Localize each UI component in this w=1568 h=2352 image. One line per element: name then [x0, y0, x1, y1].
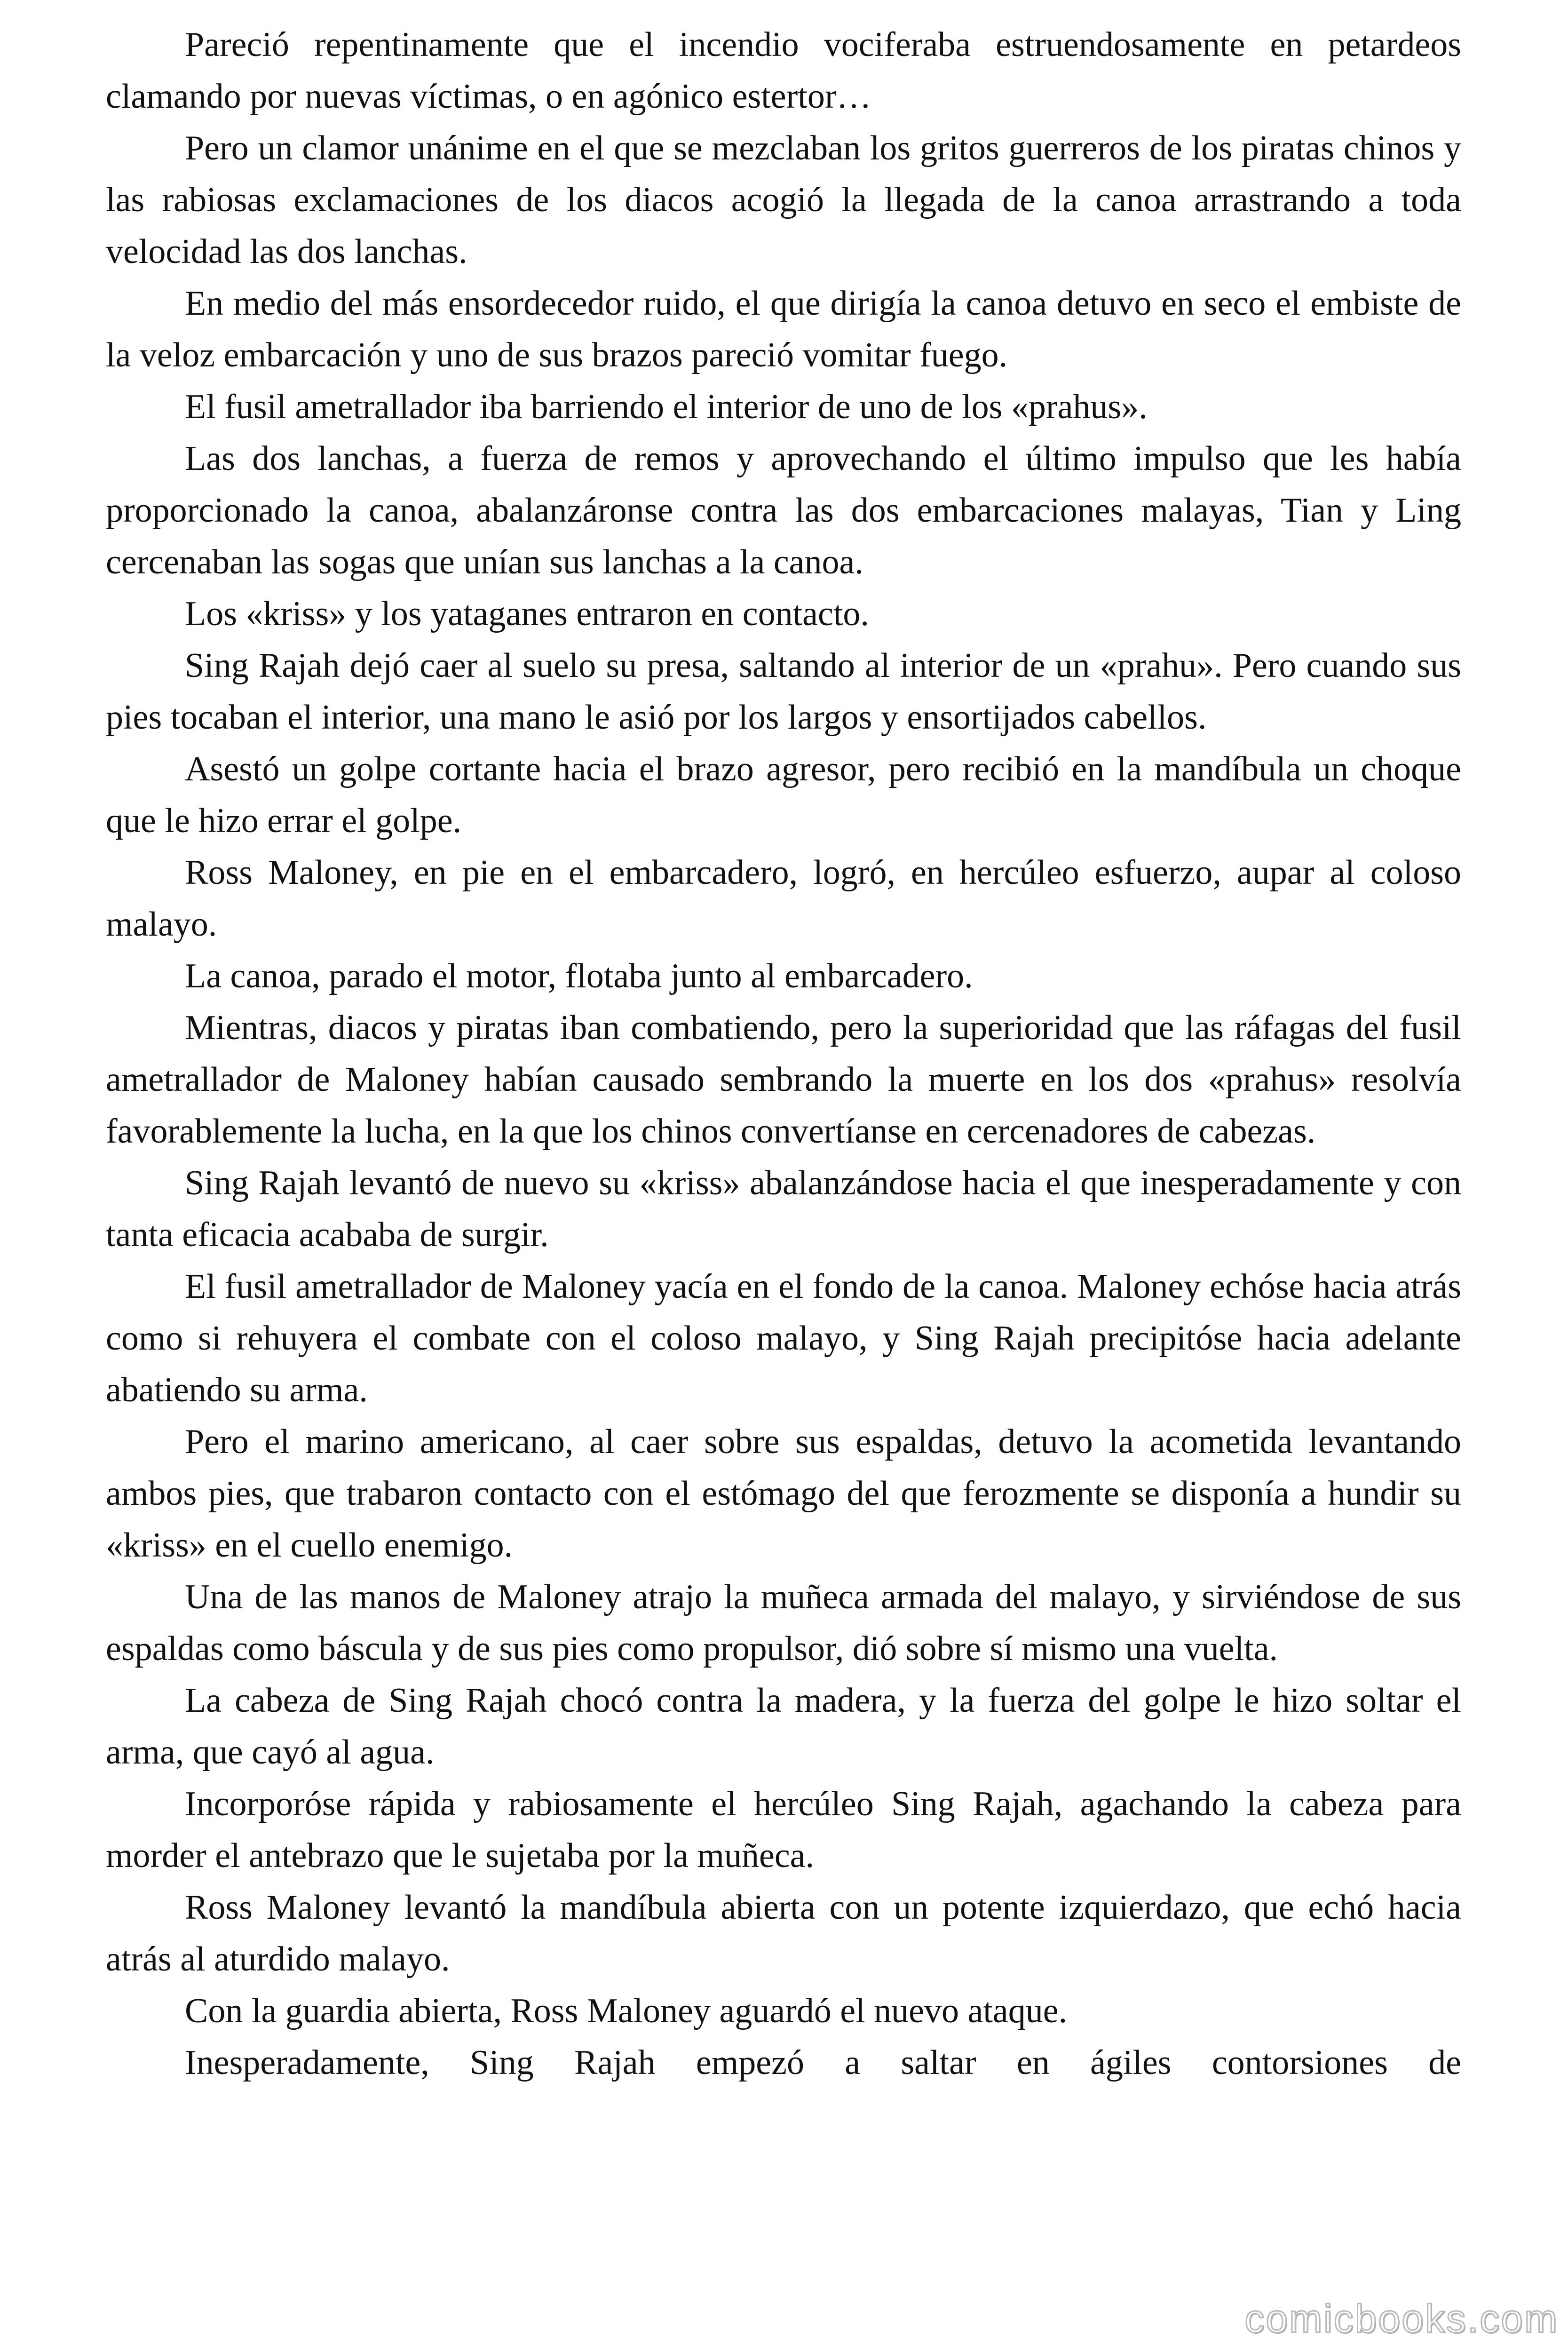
book-page: [106, 19, 1461, 2324]
paragraph: Incorporóse rápida y rabiosamente el hercúleo Sing Rajah, agachando la cabeza para morder el antebrazo que le sujetaba por la muñeca.: [106, 1785, 1461, 1875]
paragraph: Asestó un golpe cortante hacia el brazo agresor, pero recibió en la mandíbula un choque que le hizo errar el golpe.: [106, 750, 1461, 840]
paragraph: Una de las manos de Maloney atrajo la muñeca armada del malayo, y sirviéndose de sus espaldas como báscula y de sus pies como propulsor, dió sobre sí mismo una vuelta.: [106, 1578, 1461, 1668]
paragraph: La canoa, parado el motor, flotaba junto al embarcadero.: [185, 957, 973, 995]
paragraph: Mientras, diacos y piratas iban combatiendo, pero la superioridad que las ráfagas del fusil ametrallador de Maloney habían causado sembrando la muerte en los dos «prahus» resolvía favorablemente la lucha, en la que los chinos convertíanse en cercenadores de cabezas.: [106, 1009, 1461, 1151]
paragraph: Pareció repentinamente que el incendio vociferaba estruendosamente en petardeos clamando por nuevas víctimas, o en agónico estertor…: [106, 25, 1461, 116]
paragraph: Con la guardia abierta, Ross Maloney aguardó el nuevo ataque.: [185, 1992, 1068, 2030]
paragraph-continued: Inesperadamente, Sing Rajah empezó a saltar en ágiles contorsiones de: [185, 2043, 1461, 2082]
watermark-logo: comicbooks.com: [1244, 2296, 1559, 2341]
paragraph: Los «kriss» y los yataganes entraron en contacto.: [185, 595, 869, 633]
paragraph: En medio del más ensordecedor ruido, el que dirigía la canoa detuvo en seco el embiste de la veloz embarcación y uno de sus brazos pareció vomitar fuego.: [106, 284, 1461, 374]
paragraph: Sing Rajah dejó caer al suelo su presa, saltando al interior de un «prahu». Pero cuando sus pies tocaban el interior, una mano le asió por los largos y ensortijados cabellos.: [106, 646, 1461, 737]
paragraph: Ross Maloney levantó la mandíbula abierta con un potente izquierdazo, que echó hacia atrás al aturdido malayo.: [106, 1888, 1461, 1979]
paragraph: El fusil ametrallador de Maloney yacía en el fondo de la canoa. Maloney echóse hacia atrás como si rehuyera el combate con el coloso malayo, y Sing Rajah precipitóse hacia adelante abatiendo su arma.: [106, 1267, 1461, 1409]
paragraph: El fusil ametrallador iba barriendo el interior de uno de los «prahus».: [185, 388, 1148, 426]
paragraph: Ross Maloney, en pie en el embarcadero, logró, en hercúleo esfuerzo, aupar al coloso malayo.: [106, 853, 1461, 944]
paragraph: Sing Rajah levantó de nuevo su «kriss» abalanzándose hacia el que inesperadamente y con tanta eficacia acababa de surgir.: [106, 1164, 1461, 1254]
paragraph: Las dos lanchas, a fuerza de remos y aprovechando el último impulso que les había proporcionado la canoa, abalanzáronse contra las dos embarcaciones malayas, Tian y Ling cercenaban las sogas que unían sus lanchas a la canoa.: [106, 439, 1461, 581]
paragraph: La cabeza de Sing Rajah chocó contra la madera, y la fuerza del golpe le hizo soltar el arma, que cayó al agua.: [106, 1681, 1461, 1772]
paragraph: Pero el marino americano, al caer sobre sus espaldas, detuvo la acometida levantando ambos pies, que trabaron contacto con el estómago del que ferozmente se disponía a hundir su «kriss» en el cuello enemigo.: [106, 1422, 1461, 1565]
paragraph: Pero un clamor unánime en el que se mezclaban los gritos guerreros de los piratas chinos y las rabiosas exclamaciones de los diacos acogió la llegada de la canoa arrastrando a toda velocidad las dos lanchas.: [106, 129, 1461, 271]
